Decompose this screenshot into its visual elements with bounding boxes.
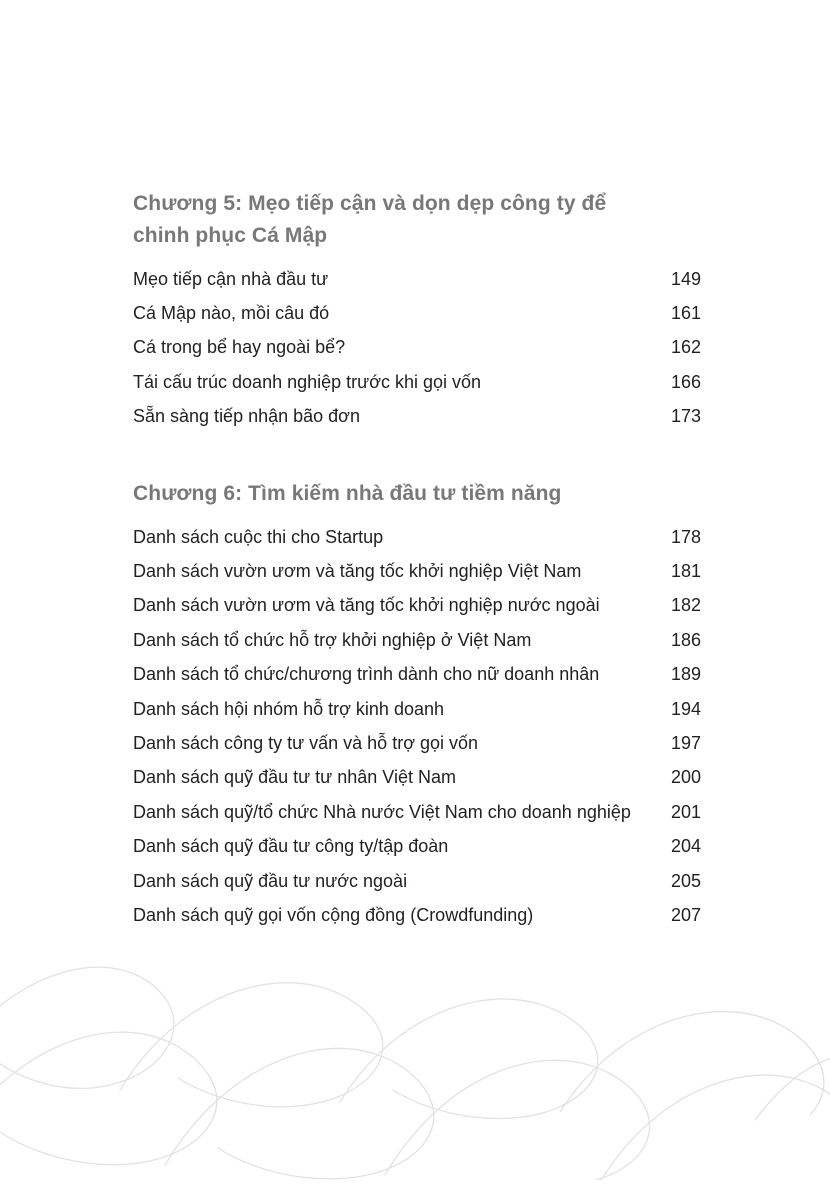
toc-entry-title: Tái cấu trúc doanh nghiệp trước khi gọi vốn <box>133 371 482 392</box>
toc-entry <box>133 761 701 795</box>
toc-entry <box>133 296 701 330</box>
table-of-contents <box>133 188 701 933</box>
toc-entry-title: Cá Mập nào, mồi câu đó <box>133 303 330 324</box>
toc-entry-title: Danh sách cuộc thi cho Startup <box>133 526 384 547</box>
chapter-heading: Chương 6: Tìm kiếm nhà đầu tư tiềm năng <box>133 481 562 505</box>
toc-entry-page: 149 <box>670 268 701 289</box>
toc-entry-page: 204 <box>670 836 701 857</box>
toc-entry-title: Danh sách quỹ đầu tư công ty/tập đoàn <box>133 836 449 857</box>
toc-entry-page: 173 <box>670 406 701 427</box>
toc-entry <box>133 623 701 657</box>
toc-entry-title: Danh sách quỹ đầu tư nước ngoài <box>133 870 408 891</box>
toc-entry <box>133 554 701 588</box>
toc-entry-page: 161 <box>670 303 701 324</box>
toc-entry-title: Danh sách hội nhóm hỗ trợ kinh doanh <box>133 698 445 719</box>
toc-entry-title: Danh sách quỹ gọi vốn cộng đồng (Crowdfunding) <box>133 904 534 925</box>
toc-entry <box>133 726 701 760</box>
toc-entry-page: 207 <box>670 904 701 925</box>
toc-entry <box>133 589 701 623</box>
toc-entry <box>133 658 701 692</box>
toc-entry-title: Danh sách tổ chức/chương trình dành cho nữ doanh nhân <box>133 664 600 685</box>
toc-entry-page: 162 <box>670 337 701 358</box>
toc-entry-title: Sẵn sàng tiếp nhận bão đơn <box>133 406 360 427</box>
toc-entry-page: 178 <box>670 526 701 547</box>
toc-entry-title: Cá trong bể hay ngoài bể? <box>133 337 346 358</box>
toc-entry-title: Danh sách vườn ươm và tăng tốc khởi nghiệp Việt Nam <box>133 561 582 582</box>
toc-entry-title: Danh sách quỹ/tổ chức Nhà nước Việt Nam cho doanh nghiệp <box>133 801 631 822</box>
toc-entry <box>133 692 701 726</box>
toc-entry-title: Danh sách công ty tư vấn và hỗ trợ gọi vốn <box>133 732 479 753</box>
toc-entry-page: 166 <box>670 371 701 392</box>
toc-entry <box>133 829 701 863</box>
toc-entry <box>133 864 701 898</box>
toc-entry-title: Danh sách tổ chức hỗ trợ khởi nghiệp ở Việt Nam <box>133 629 532 650</box>
toc-entry-page: 189 <box>670 664 701 685</box>
toc-entry <box>133 331 701 365</box>
toc-entry <box>133 898 701 932</box>
toc-entry-page: 182 <box>670 595 701 616</box>
toc-section-chapter-6 <box>133 478 701 933</box>
toc-entry <box>133 400 701 434</box>
wave-decoration-graphic <box>0 920 830 1180</box>
toc-entry <box>133 795 701 829</box>
toc-entry-page: 194 <box>670 698 701 719</box>
toc-entry-page: 205 <box>670 870 701 891</box>
toc-entry-title: Mẹo tiếp cận nhà đầu tư <box>133 268 329 289</box>
toc-entry-page: 181 <box>670 561 701 582</box>
toc-entry <box>133 262 701 296</box>
toc-entry-page: 186 <box>670 629 701 650</box>
toc-entry-page: 201 <box>670 801 701 822</box>
chapter-heading: Chương 5: Mẹo tiếp cận và dọn dẹp công ty để chinh phục Cá Mập <box>133 192 607 247</box>
toc-entry-page: 197 <box>670 732 701 753</box>
toc-entry <box>133 520 701 554</box>
toc-entry-page: 200 <box>670 767 701 788</box>
toc-entry <box>133 365 701 399</box>
toc-entry-title: Danh sách vườn ươm và tăng tốc khởi nghiệp nước ngoài <box>133 595 600 616</box>
toc-entry-title: Danh sách quỹ đầu tư tư nhân Việt Nam <box>133 767 456 788</box>
toc-section-chapter-5 <box>133 188 701 434</box>
